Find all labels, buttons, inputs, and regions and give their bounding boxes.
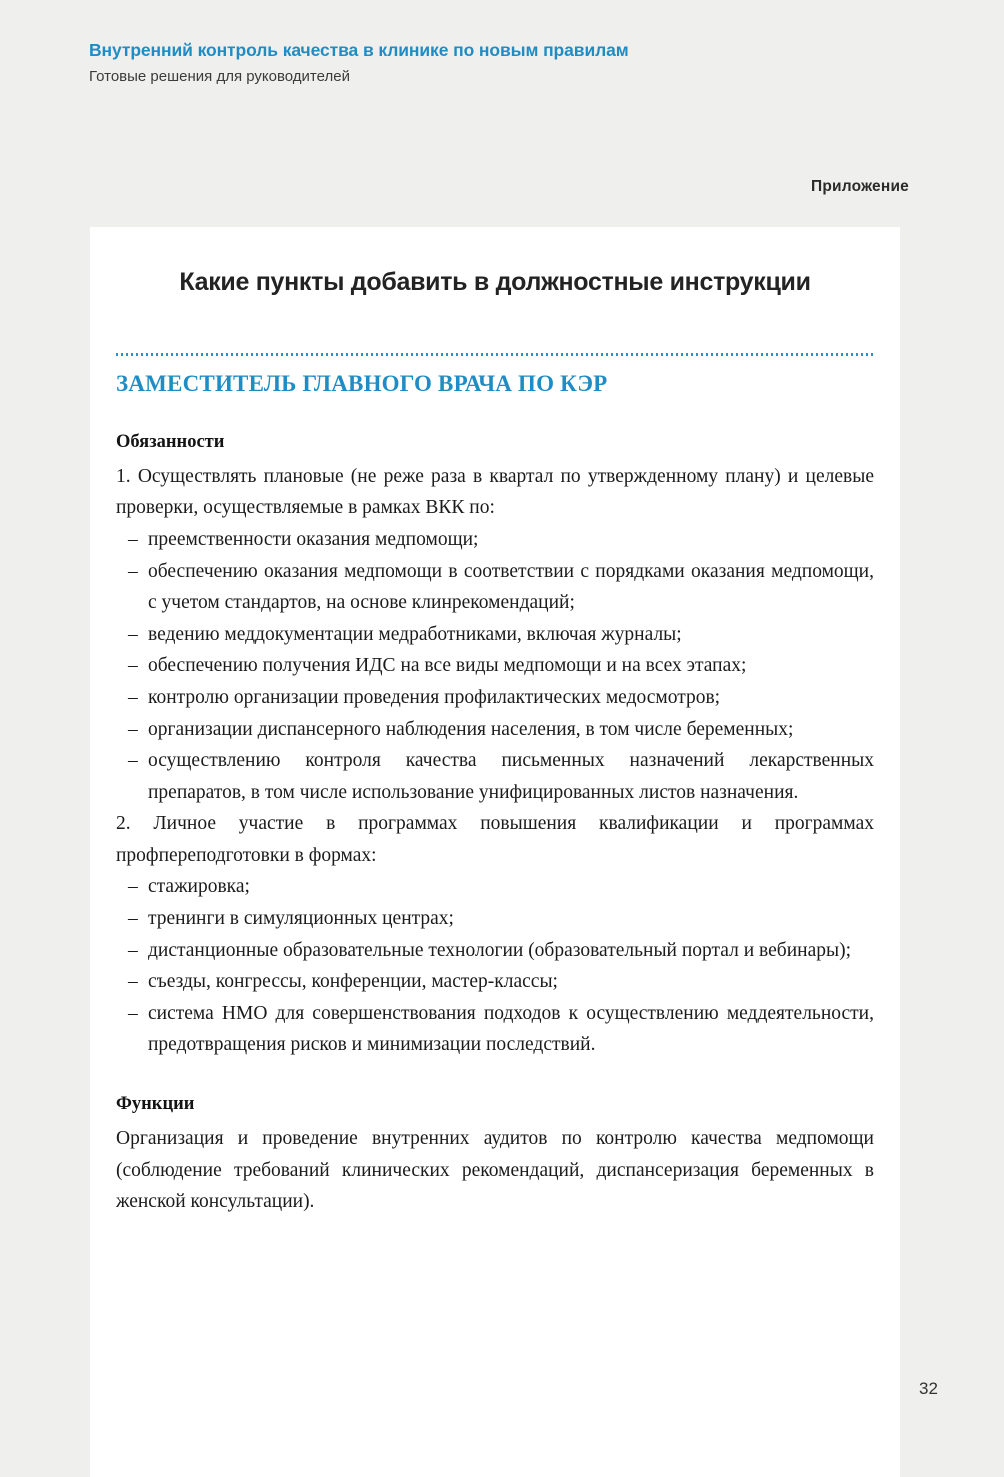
duties-item-2-bullets [116, 871, 874, 1060]
duties-item-1-bullets [116, 524, 874, 808]
page-number: 32 [919, 1379, 938, 1398]
list-item: – система НМО для совершенствования подходов к осуществлению меддеятельности, предотвращения рисков и минимизации последствий. [116, 998, 874, 1061]
body-content [116, 431, 874, 1218]
subheading-duties: Обязанности [116, 431, 225, 452]
duties-item-2-intro: 2. Личное участие в программах повышения квалификации и программах профпереподготовки в формах: [116, 813, 874, 866]
page-title: Какие пункты добавить в должностные инструкции [179, 268, 811, 296]
list-item: – съезды, конгрессы, конференции, мастер-классы; [116, 966, 874, 998]
list-item: – тренинги в симуляционных центрах; [116, 903, 874, 935]
list-item: – организации диспансерного наблюдения населения, в том числе беременных; [116, 714, 874, 746]
list-item: – осуществлению контроля качества письменных назначений лекарственных препаратов, в том числе использование унифицированных листов назначения. [116, 745, 874, 808]
publication-title: Внутренний контроль качества в клинике по новым правилам [89, 40, 629, 60]
list-item: – обеспечению оказания медпомощи в соответствии с порядками оказания медпомощи, с учетом стандартов, на основе клинрекомендаций; [116, 556, 874, 619]
content-card [90, 227, 900, 1477]
functions-text: Организация и проведение внутренних аудитов по контролю качества медпомощи (соблюдение требований клинических рекомендаций, диспансеризация беременных в женской консультации). [116, 1127, 874, 1213]
running-header [89, 40, 909, 87]
list-item: – обеспечению получения ИДС на все виды медпомощи и на всех этапах; [116, 650, 874, 682]
list-item: – дистанционные образовательные технологии (образовательный портал и вебинары); [116, 935, 874, 967]
list-item: – контролю организации проведения профилактических медосмотров; [116, 682, 874, 714]
list-item: – преемственности оказания медпомощи; [116, 524, 874, 556]
appendix-label: Приложение [811, 178, 909, 195]
list-item: – ведению меддокументации медработниками, включая журналы; [116, 619, 874, 651]
publication-subtitle: Готовые решения для руководителей [89, 68, 350, 85]
list-item: – стажировка; [116, 871, 874, 903]
duties-item-1-intro: 1. Осуществлять плановые (не реже раза в квартал по утвержденному плану) и целевые проверки, осуществляемые в рамках ВКК по: [116, 465, 874, 519]
dotted-divider [116, 353, 874, 356]
subheading-functions: Функции [116, 1093, 195, 1114]
section-heading-deputy-chief: ЗАМЕСТИТЕЛЬ ГЛАВНОГО ВРАЧА ПО КЭР [116, 371, 608, 396]
